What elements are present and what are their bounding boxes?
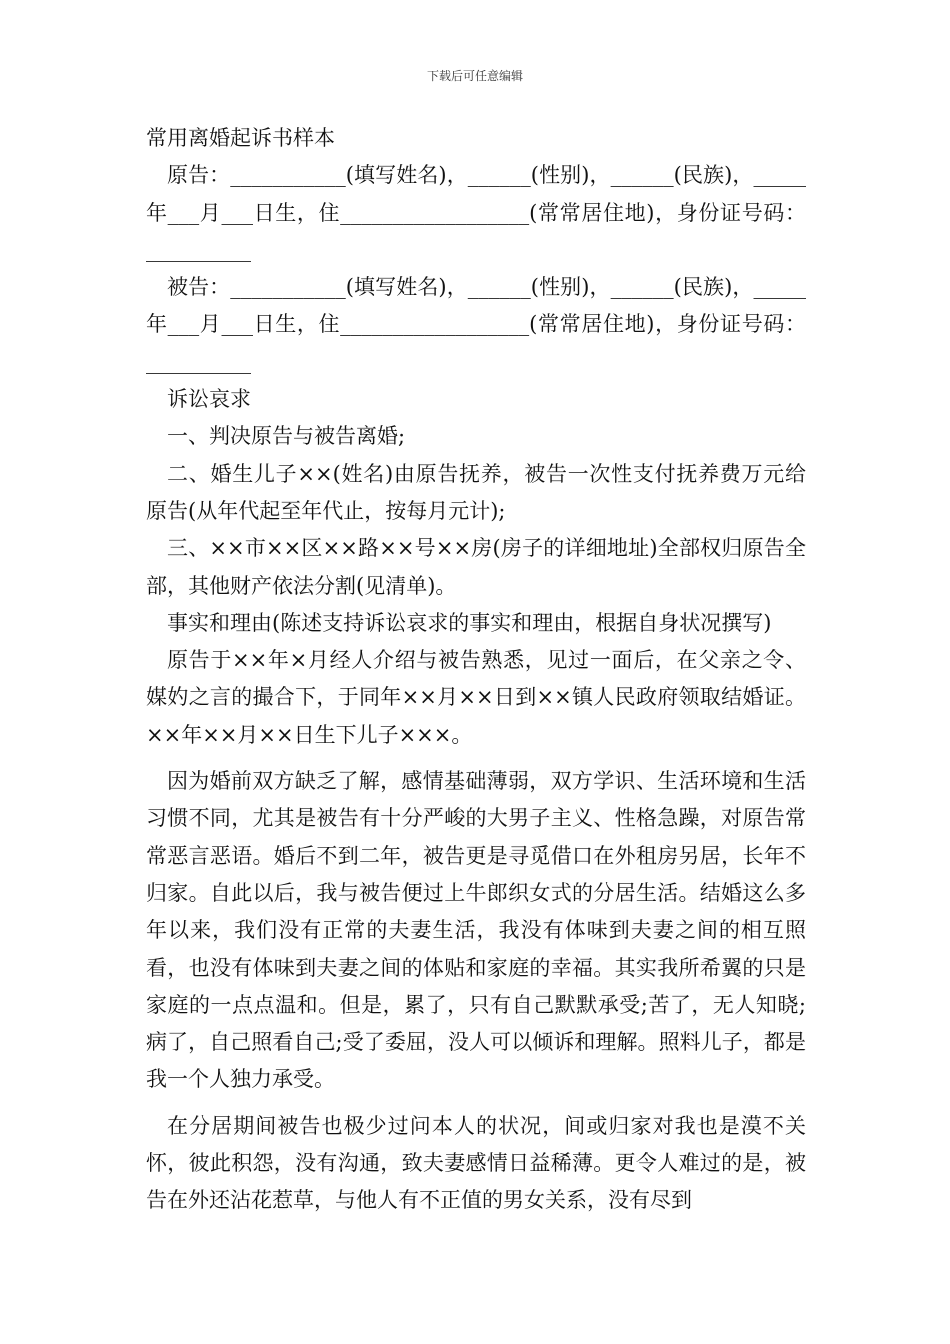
- claim-2: 二、婚生儿子××(姓名)由原告抚养，被告一次性支付抚养费万元给原告(从年代起至年代止，按每月元计);: [146, 461, 806, 523]
- claims-heading: 诉讼哀求: [167, 387, 251, 412]
- document-body: [146, 120, 806, 1220]
- document-title: 常用离婚起诉书样本: [146, 126, 335, 150]
- facts-heading: 事实和理由(陈述支持诉讼哀求的事实和理由，根据自身状况撰写): [167, 610, 772, 635]
- claim-1: 一、判决原告与被告离婚;: [167, 424, 406, 449]
- plaintiff-info: 原告：___________(填写姓名)，______(性别)，______(民族)，_____年___月___日生，住__________________(常常居住地)，身份证号码：__________: [146, 163, 806, 262]
- facts-paragraph-1: 原告于××年×月经人介绍与被告熟悉，见过一面后，在父亲之令、媒妁之言的撮合下，于同年××月××日到××镇人民政府领取结婚证。××年××月××日生下儿子×××。: [146, 648, 806, 747]
- facts-paragraph-2: 因为婚前双方缺乏了解，感情基础薄弱，双方学识、生活环境和生活习惯不同，尤其是被告有十分严峻的大男子主义、性格急躁，对原告常常恶言恶语。婚后不到二年，被告更是寻觅借口在外租房另居，长年不归家。自此以后，我与被告便过上牛郎织女式的分居生活。结婚这么多年以来，我们没有正常的夫妻生活，我没有体味到夫妻之间的相互照看，也没有体味到夫妻之间的体贴和家庭的幸福。其实我所希翼的只是家庭的一点点温和。但是，累了，只有自己默默承受;苦了，无人知晓;病了，自己照看自己;受了委屈，没人可以倾诉和理解。照料儿子，都是我一个人独力承受。: [146, 769, 806, 1092]
- claim-3: 三、××市××区××路××号××房(房子的详细地址)全部权归原告全部，其他财产依法分割(见清单)。: [146, 536, 806, 598]
- defendant-info: 被告：___________(填写姓名)，______(性别)，______(民族)，_____年___月___日生，住__________________(常常居住地)，身份证号码：__________: [146, 275, 806, 374]
- facts-paragraph-3: 在分居期间被告也极少过问本人的状况，间或归家对我也是漠不关怀，彼此积怨，没有沟通，致夫妻感情日益稀薄。更令人难过的是，被告在外还沾花惹草，与他人有不正值的男女关系，没有尽到: [146, 1113, 806, 1213]
- page-header: 下载后可任意编辑: [426, 69, 523, 83]
